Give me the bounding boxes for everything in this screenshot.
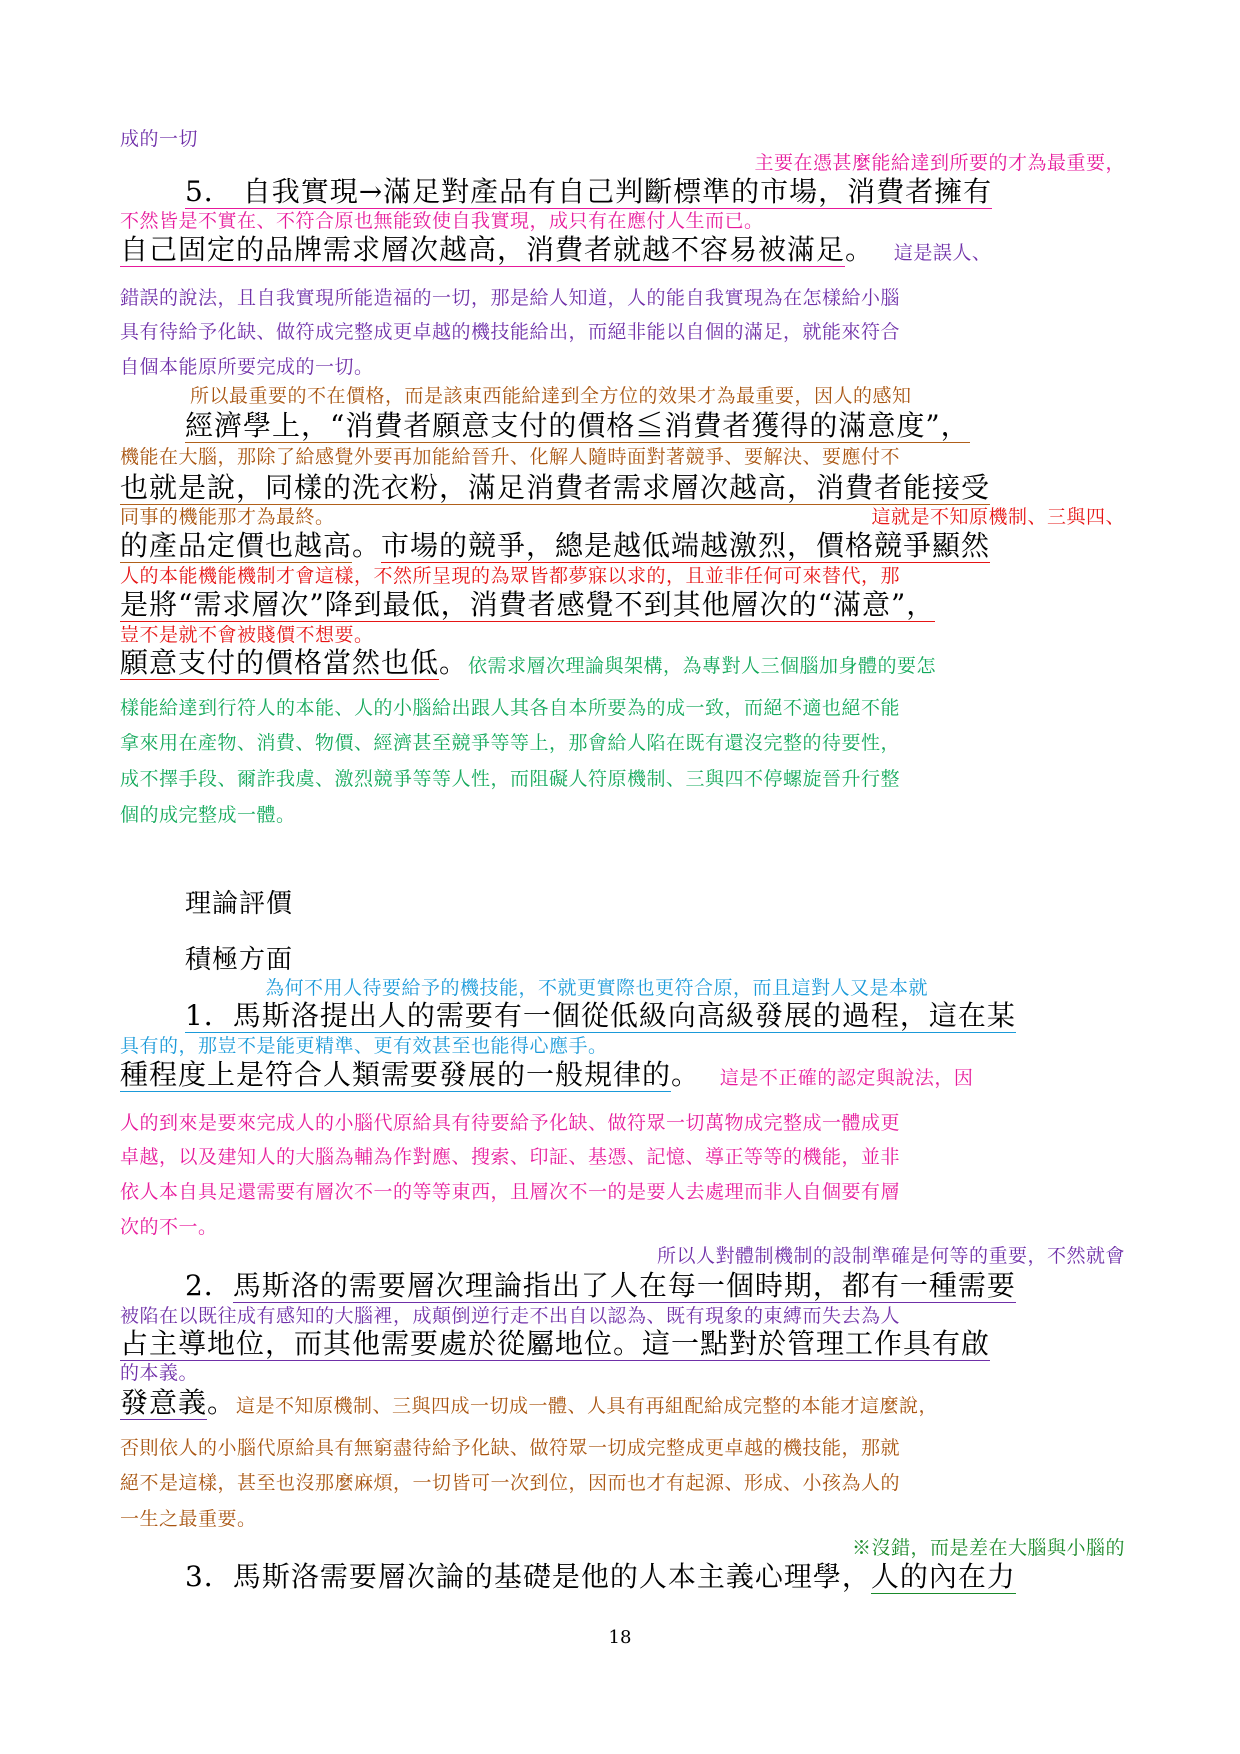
annotation-line: 錯誤的說法，且自我實現所能造福的一切，那是給人知道，人的能自我實現為在怎樣給小腦 bbox=[120, 287, 901, 309]
underlined-text: 人的內在力 bbox=[870, 1560, 1016, 1593]
annotation-line: 為何不用人待要給予的機技能，不就更實際也更符合原，而且這對人又是本就 bbox=[265, 977, 929, 999]
annotation-line: 自個本能原所要完成的一切。 bbox=[120, 356, 374, 378]
annotation-line: 豈不是就不會被賤價不想要。 bbox=[120, 624, 374, 646]
section-heading: 積極方面 bbox=[185, 945, 294, 975]
punctuation: 。 bbox=[671, 1058, 701, 1091]
body-text: 3．馬斯洛需要層次論的基礎是他的人本主義心理學， bbox=[185, 1560, 871, 1593]
punctuation: 。 bbox=[439, 646, 469, 679]
annotation-line: 成的一切 bbox=[120, 128, 199, 150]
annotation-line: 主要在憑甚麼能給達到所要的才為最重要， bbox=[754, 152, 1125, 174]
annotation-line: 個的成完整成一體。 bbox=[120, 804, 296, 826]
underlined-text: 是將“需求層次”降到最低，消費者感覺不到其他層次的“滿意”， bbox=[120, 588, 936, 621]
body-line bbox=[185, 998, 1125, 1033]
annotation-line: ※沒錯，而是差在大腦與小腦的 bbox=[851, 1537, 1125, 1559]
annotation-line: 不然皆是不實在、不符合原也無能致使自我實現，成只有在應付人生而已。 bbox=[120, 210, 764, 232]
body-line bbox=[185, 1559, 1125, 1594]
annotation-inline: 這就是不知原機制、三與四、 bbox=[871, 506, 1125, 528]
punctuation: 。 bbox=[207, 1386, 237, 1419]
underlined-text: 願意支付的價格當然也低 bbox=[120, 646, 440, 679]
annotation-line: 依人本自具足還需要有層次不一的等等東西，且層次不一的是要人去處理而非人自個要有層 bbox=[120, 1181, 901, 1203]
underlined-text: 經濟學上，“消費者願意支付的價格≦消費者獲得的滿意度”， bbox=[185, 409, 970, 442]
underlined-text: 占主導地位，而其他需要處於從屬地位。這一點對於管理工作具有啟 bbox=[120, 1327, 991, 1360]
annotation-inline: 這是誤人、 bbox=[893, 242, 992, 264]
annotation-line: 具有的，那豈不是能更精準、更有效甚至也能得心應手。 bbox=[120, 1035, 608, 1057]
annotation-line: 的本義。 bbox=[120, 1362, 199, 1384]
annotation-line: 絕不是這樣，甚至也沒那麼麻煩，一切皆可一次到位，因而也才有起源、形成、小孩為人的 bbox=[120, 1472, 901, 1494]
underlined-text: 馬斯洛的需要層次理論指出了人在每一個時期，都有一種需要 bbox=[232, 1269, 1016, 1302]
underlined-text: 1．馬斯洛提出人的需要有一個從低級向高級發展的過程，這在某 bbox=[185, 999, 1016, 1032]
body-line bbox=[120, 1326, 1125, 1361]
body-line bbox=[185, 408, 1125, 443]
annotation-line: 所以人對體制機制的設制準確是何等的重要，不然就會 bbox=[656, 1245, 1125, 1267]
underlined-text: 也就是說，同樣的洗衣粉，滿足消費者需求層次越高，消費者能接受 bbox=[120, 471, 991, 504]
annotation-line: 一生之最重要。 bbox=[120, 1508, 257, 1530]
underlined-text: 種程度上是符合人類需要發展的一般規律的 bbox=[120, 1058, 672, 1091]
annotation-line: 人的到來是要來完成人的小腦代原給具有待要給予化缺、做符眾一切萬物成完整成一體成更 bbox=[120, 1112, 901, 1134]
body-line bbox=[120, 470, 1125, 505]
body-line bbox=[120, 1385, 1125, 1420]
annotation-line bbox=[120, 506, 1125, 530]
annotation-line: 否則依人的小腦代原給具有無窮盡待給予化缺、做符眾一切成完整成更卓越的機技能，那就 bbox=[120, 1437, 901, 1459]
punctuation: 。 bbox=[845, 233, 875, 266]
underlined-text: 5． 自我實現→滿足對產品有自己判斷標準的市場，消費者擁有 bbox=[185, 175, 993, 208]
annotation-line: 機能在大腦，那除了給感覺外要再加能給晉升、化解人隨時面對著競爭、要解決、要應付不 bbox=[120, 446, 901, 468]
annotation-inline: 依需求層次理論與架構，為專對人三個腦加身體的要怎 bbox=[468, 655, 937, 677]
annotation-inline: 這是不知原機制、三與四成一切成一體、人具有再組配給成完整的本能才這麼說， bbox=[236, 1395, 939, 1417]
body-line bbox=[120, 645, 1125, 680]
annotation-line: 次的不一。 bbox=[120, 1216, 218, 1238]
annotation-line: 成不擇手段、爾詐我虞、激烈競爭等等人性，而阻礙人符原機制、三與四不停螺旋晉升行整 bbox=[120, 768, 901, 790]
annotation-inline: 這是不正確的認定與說法，因 bbox=[719, 1067, 974, 1089]
annotation-line: 具有待給予化缺、做符成完整成更卓越的機技能給出，而絕非能以自個的滿足，就能來符合 bbox=[120, 321, 901, 343]
list-number: 2． bbox=[185, 1269, 233, 1302]
page-number: 18 bbox=[608, 1627, 632, 1648]
underlined-text: 發意義 bbox=[120, 1386, 208, 1419]
section-heading: 理論評價 bbox=[185, 889, 294, 919]
body-line bbox=[120, 587, 1125, 622]
punctuation: 。 bbox=[352, 529, 382, 562]
body-line bbox=[120, 232, 1125, 267]
annotation-line: 卓越，以及建知人的大腦為輔為作對應、搜索、印証、基憑、記憶、導正等等的機能，並非 bbox=[120, 1146, 901, 1168]
underlined-text: 的產品定價也越高 bbox=[120, 529, 353, 562]
underlined-text: 市場的競爭，總是越低端越激烈，價格競爭顯然 bbox=[381, 529, 991, 562]
annotation-line: 被陷在以既往成有感知的大腦裡，成顛倒逆行走不出自以認為、既有現象的東縛而失去為人 bbox=[120, 1305, 901, 1327]
body-line bbox=[185, 174, 1125, 209]
body-line bbox=[120, 528, 1125, 563]
annotation-line: 拿來用在產物、消費、物價、經濟甚至競爭等等上，那會給人陷在既有還沒完整的待要性， bbox=[120, 732, 901, 754]
annotation-inline: 同事的機能那才為最終。 bbox=[120, 506, 335, 528]
annotation-line: 所以最重要的不在價格，而是該東西能給達到全方位的效果才為最重要，因人的感知 bbox=[190, 385, 912, 407]
annotation-line: 人的本能機能機制才會這樣，不然所呈現的為眾皆都夢寐以求的，且並非任何可來替代，那 bbox=[120, 565, 901, 587]
annotation-line: 樣能給達到行符人的本能、人的小腦給出跟人其各自本所要為的成一致，而絕不適也絕不能 bbox=[120, 697, 901, 719]
underlined-text: 自己固定的品牌需求層次越高，消費者就越不容易被滿足 bbox=[120, 233, 846, 266]
body-line bbox=[120, 1057, 1125, 1092]
body-line bbox=[185, 1268, 1125, 1303]
